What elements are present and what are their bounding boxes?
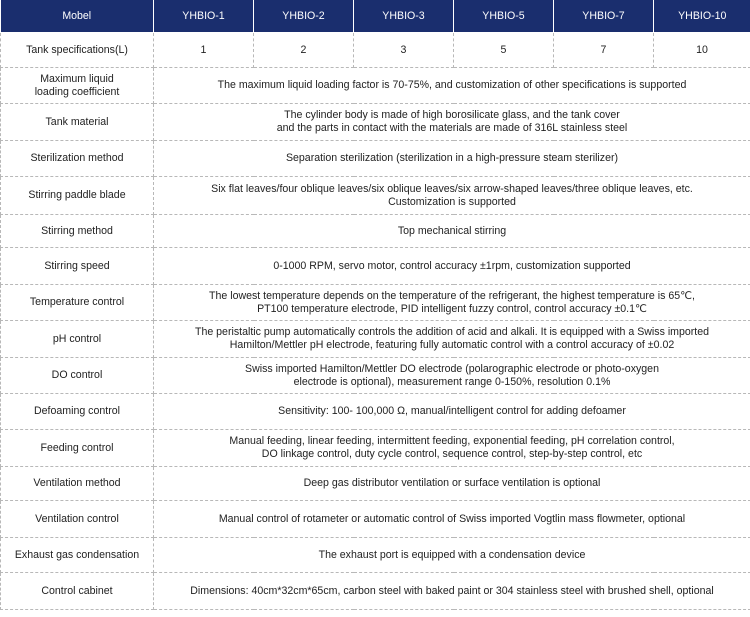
header-label: Mobel <box>1 0 154 33</box>
row-value-line: and the parts in contact with the materials are made of 316L stainless steel <box>276 122 628 134</box>
header-model: YHBIO-3 <box>354 0 454 33</box>
row-label <box>1 321 154 358</box>
spec-row <box>1 104 750 141</box>
tank-spec-value: 5 <box>454 33 554 68</box>
row-value-line: Top mechanical stirring <box>397 224 507 237</box>
row-label-line: Stirring paddle blade <box>28 189 126 201</box>
row-label-line: DO control <box>51 369 103 381</box>
row-label-line: Ventilation method <box>33 477 121 489</box>
spec-row <box>1 321 750 358</box>
row-value-line: Manual control of rotameter or automatic control of Swiss imported Vogtlin mass flowmeter, optional <box>218 512 686 525</box>
row-value-line: The maximum liquid loading factor is 70-75%, and customization of other specifications is supported <box>217 79 687 91</box>
row-value <box>154 573 750 610</box>
spec-row <box>1 358 750 394</box>
tank-spec-value: 3 <box>354 33 454 68</box>
row-value <box>154 321 750 358</box>
header-row <box>1 0 750 33</box>
tank-spec-value: 1 <box>154 33 254 68</box>
row-value <box>154 177 750 215</box>
spec-row <box>1 215 750 248</box>
row-label <box>1 215 154 248</box>
row-value-line: Deep gas distributor ventilation or surface ventilation is optional <box>303 477 601 489</box>
row-label: Tank specifications(L) <box>1 33 154 68</box>
row-label-line: Maximum liquid <box>40 72 114 85</box>
row-value-line: Sensitivity: 100- 100,000 Ω, manual/intelligent control for adding defoamer <box>278 405 626 417</box>
row-value-line: Customization is supported <box>388 195 516 208</box>
row-value-line: The lowest temperature depends on the temperature of the refrigerant, the highest temperature is 65℃, <box>209 289 695 302</box>
row-value <box>154 248 750 285</box>
row-value-line: Six flat leaves/four oblique leaves/six oblique leaves/six arrow-shaped leaves/three oblique leaves, etc. <box>211 182 693 195</box>
header-model: YHBIO-5 <box>454 0 554 33</box>
row-label <box>1 501 154 538</box>
row-label <box>1 104 154 141</box>
row-label <box>1 358 154 394</box>
row-value <box>154 538 750 573</box>
row-value <box>154 215 750 248</box>
row-value <box>154 285 750 321</box>
row-label-line: Stirring speed <box>44 259 110 272</box>
row-value-line: DO linkage control, duty cycle control, sequence control, step-by-step control, etc <box>261 448 643 460</box>
header-model: YHBIO-7 <box>554 0 654 33</box>
row-label-line: Control cabinet <box>41 584 113 597</box>
row-label-line: Defoaming control <box>34 405 120 417</box>
row-label <box>1 538 154 573</box>
row-label <box>1 141 154 177</box>
row-value-line: Separation sterilization (sterilization in a high-pressure steam sterilizer) <box>285 152 619 164</box>
row-label <box>1 573 154 610</box>
row-label <box>1 248 154 285</box>
spec-row <box>1 467 750 501</box>
row-value-line: The peristaltic pump automatically controls the addition of acid and alkali. It is equipped with a Swiss imported <box>194 326 710 338</box>
row-label <box>1 430 154 467</box>
row-value-line: Dimensions: 40cm*32cm*65cm, carbon steel with baked paint or 304 stainless steel with brushed shell, optional <box>190 584 714 597</box>
row-value-line: 0-1000 RPM, servo motor, control accuracy ±1rpm, customization supported <box>273 259 631 272</box>
row-label-line: Exhaust gas condensation <box>14 548 140 561</box>
spec-row <box>1 501 750 538</box>
spec-row <box>1 248 750 285</box>
row-value <box>154 141 750 177</box>
row-value-line: The cylinder body is made of high borosilicate glass, and the tank cover <box>284 109 620 121</box>
row-label-line: Temperature control <box>29 296 125 308</box>
row-label <box>1 177 154 215</box>
row-value-line: Manual feeding, linear feeding, intermittent feeding, exponential feeding, pH correlation control, <box>229 435 675 447</box>
tank-spec-value: 7 <box>554 33 654 68</box>
row-value-line: Swiss imported Hamilton/Mettler DO electrode (polarographic electrode or photo-oxygen <box>245 362 659 375</box>
spec-row <box>1 141 750 177</box>
spec-row <box>1 68 750 104</box>
row-value <box>154 68 750 104</box>
row-value <box>154 358 750 394</box>
row-label-line: Stirring method <box>41 224 113 237</box>
row-label <box>1 285 154 321</box>
row-value-line: electrode is optional), measurement range 0-150%, resolution 0.1% <box>293 375 611 388</box>
spec-row <box>1 285 750 321</box>
header-model: YHBIO-1 <box>154 0 254 33</box>
row-value <box>154 467 750 501</box>
row-label-line: Feeding control <box>40 441 114 454</box>
row-label-line: Sterilization method <box>30 152 124 164</box>
row-label-line: loading coefficient <box>34 85 120 98</box>
spec-row <box>1 177 750 215</box>
row-label-line: Tank material <box>45 115 109 128</box>
spec-row <box>1 430 750 467</box>
tank-spec-value: 2 <box>254 33 354 68</box>
spec-row <box>1 538 750 573</box>
row-value <box>154 394 750 430</box>
row-value-line: PT100 temperature electrode, PID intelligent fuzzy control, control accuracy ±0.1℃ <box>257 302 647 315</box>
spec-row <box>1 573 750 610</box>
row-value-line: Hamilton/Mettler pH electrode, featuring fully automatic control with a control accuracy of ±0.02 <box>229 339 675 351</box>
spec-row <box>1 394 750 430</box>
row-label <box>1 394 154 430</box>
row-label-line: pH control <box>52 332 102 345</box>
row-value <box>154 430 750 467</box>
row-label-line: Ventilation control <box>35 512 119 525</box>
row-label <box>1 68 154 104</box>
row-label <box>1 467 154 501</box>
header-model: YHBIO-2 <box>254 0 354 33</box>
tank-spec-row <box>1 33 750 68</box>
row-value <box>154 104 750 141</box>
header-model: YHBIO-10 <box>654 0 750 33</box>
row-value-line: The exhaust port is equipped with a condensation device <box>318 548 586 561</box>
tank-spec-value: 10 <box>654 33 750 68</box>
row-value <box>154 501 750 538</box>
